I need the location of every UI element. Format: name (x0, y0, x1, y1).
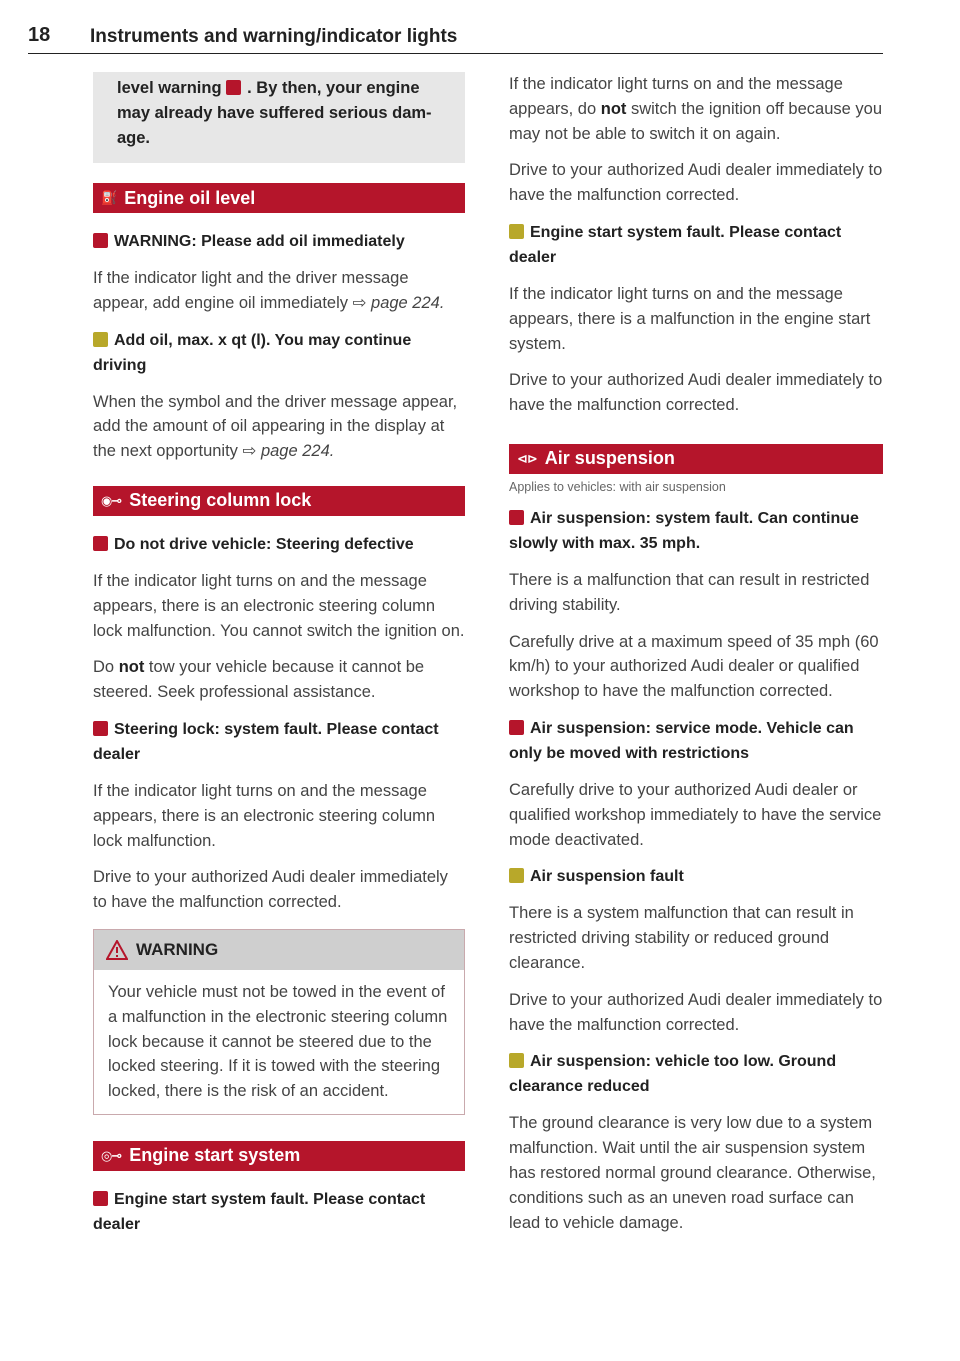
section-title-engine-start: Engine start system (129, 1145, 301, 1166)
left-column (93, 72, 465, 1249)
red-lamp-icon (93, 721, 108, 736)
continued-warning-box (93, 72, 465, 163)
section-header-steering (93, 486, 465, 516)
section-header-air-suspension (509, 444, 883, 474)
section-header-oil (93, 183, 465, 213)
yellow-lamp-icon (509, 868, 524, 883)
message-steering-defective: Do not drive vehicle: Steering defective (93, 532, 465, 557)
warning-text: Your vehicle must not be towed in the event of a malfunction in the electronic steering column lock because it cannot be steered due to the locked steering. If it is towed with the steering locked, there is the risk of an accident. (108, 982, 448, 1101)
red-lamp-icon (509, 720, 524, 735)
message-engine-start-fault-yellow: Engine start system fault. Please contact dealer (509, 223, 842, 266)
oil-warning-lamp-icon (226, 80, 241, 95)
warning-triangle-icon (106, 940, 128, 960)
paragraph: Do not tow your vehicle because it cannot be steered. Seek professional assistance. (93, 658, 425, 702)
yellow-lamp-icon (93, 332, 108, 347)
page-reference[interactable]: ⇨ page 224. (352, 293, 445, 312)
message-add-oil: Add oil, max. x qt (l). You may continue driving (93, 331, 412, 374)
message-oil-warning: WARNING: Please add oil immediately (93, 229, 465, 254)
paragraph: There is a malfunction that can result in restricted driving stability. (509, 570, 870, 614)
continued-warning-line-1: level warning . By then, your engine (117, 79, 420, 97)
paragraph: There is a system malfunction that can result in restricted driving stability or reduced ground clearance. (509, 904, 854, 972)
message-air-too-low: Air suspension: vehicle too low. Ground clearance reduced (509, 1053, 837, 1096)
oil-can-icon: ⛽ (101, 190, 117, 205)
message-engine-start-fault: Engine start system fault. Please contact dealer (93, 1190, 426, 1233)
red-lamp-icon (93, 233, 108, 248)
paragraph: Carefully drive at a maximum speed of 35 mph (60 km/h) to your authorized Audi dealer or qualified workshop to have the malfunction corrected. (509, 632, 879, 701)
warning-header (94, 930, 464, 970)
red-lamp-icon (93, 1191, 108, 1206)
steering-lock-icon: ◉⊸ (101, 492, 122, 508)
message-air-fault: Air suspension fault (509, 864, 883, 889)
paragraph: The ground clearance is very low due to a system malfunction. Wait until the air suspension system has restored normal ground clearance. Otherwise, conditions such as an uneven road surface can lead to vehicle damage. (509, 1114, 876, 1232)
section-header-engine-start (93, 1141, 465, 1171)
paragraph: If the indicator light turns on and the message appears, there is an electronic steering column lock malfunction. You cannot switch the ignition on. (93, 571, 465, 640)
paragraph: When the symbol and the driver message appear, add the amount of oil appearing in the display at the next opportunity ⇨ page 224. (93, 392, 458, 461)
red-lamp-icon (509, 510, 524, 525)
page-reference[interactable]: ⇨ page 224. (242, 442, 335, 461)
continued-warning-line-2: may already have suffered serious dam- (117, 104, 432, 122)
message-air-system-fault: Air suspension: system fault. Can continue slowly with max. 35 mph. (509, 509, 859, 552)
section-title-oil: Engine oil level (124, 187, 256, 208)
paragraph: If the indicator light turns on and the message appears, do not switch the ignition off because you may not be able to switch it on again. (509, 75, 882, 143)
yellow-lamp-icon (509, 1053, 524, 1068)
paragraph: If the indicator light turns on and the message appears, there is a malfunction in the engine start system. (509, 284, 871, 353)
section-title-steering: Steering column lock (129, 490, 312, 511)
paragraph: Carefully drive to your authorized Audi dealer or qualified workshop immediately to have the service mode deactivated. (509, 780, 882, 849)
page-number: 18 (28, 24, 51, 46)
paragraph: Drive to your authorized Audi dealer immediately to have the malfunction corrected. (509, 161, 883, 205)
chapter-title: Instruments and warning/indicator lights (90, 26, 458, 47)
page-header (28, 24, 883, 54)
warning-label: WARNING (136, 939, 219, 959)
section-title-air-suspension: Air suspension (544, 448, 675, 469)
right-column (509, 72, 883, 1247)
yellow-lamp-icon (509, 224, 524, 239)
warning-box (93, 929, 465, 1115)
air-suspension-icon: ⊲⊳ (517, 450, 537, 466)
paragraph: Drive to your authorized Audi dealer immediately to have the malfunction corrected. (509, 990, 883, 1034)
paragraph: Drive to your authorized Audi dealer immediately to have the malfunction corrected. (509, 371, 883, 415)
applies-to-note: Applies to vehicles: with air suspension (509, 479, 726, 494)
paragraph: Drive to your authorized Audi dealer immediately to have the malfunction corrected. (93, 868, 448, 912)
paragraph: If the indicator light turns on and the message appears, there is an electronic steering column lock malfunction. (93, 781, 436, 850)
message-steering-lock-fault: Steering lock: system fault. Please contact dealer (93, 720, 439, 763)
continued-warning-line-3: age. (117, 129, 151, 147)
red-lamp-icon (93, 536, 108, 551)
key-icon: ◎⊸ (101, 1147, 122, 1163)
message-air-service-mode: Air suspension: service mode. Vehicle can only be moved with restrictions (509, 719, 854, 762)
paragraph: If the indicator light and the driver message appear, add engine oil immediately ⇨ page 224. (93, 269, 445, 312)
